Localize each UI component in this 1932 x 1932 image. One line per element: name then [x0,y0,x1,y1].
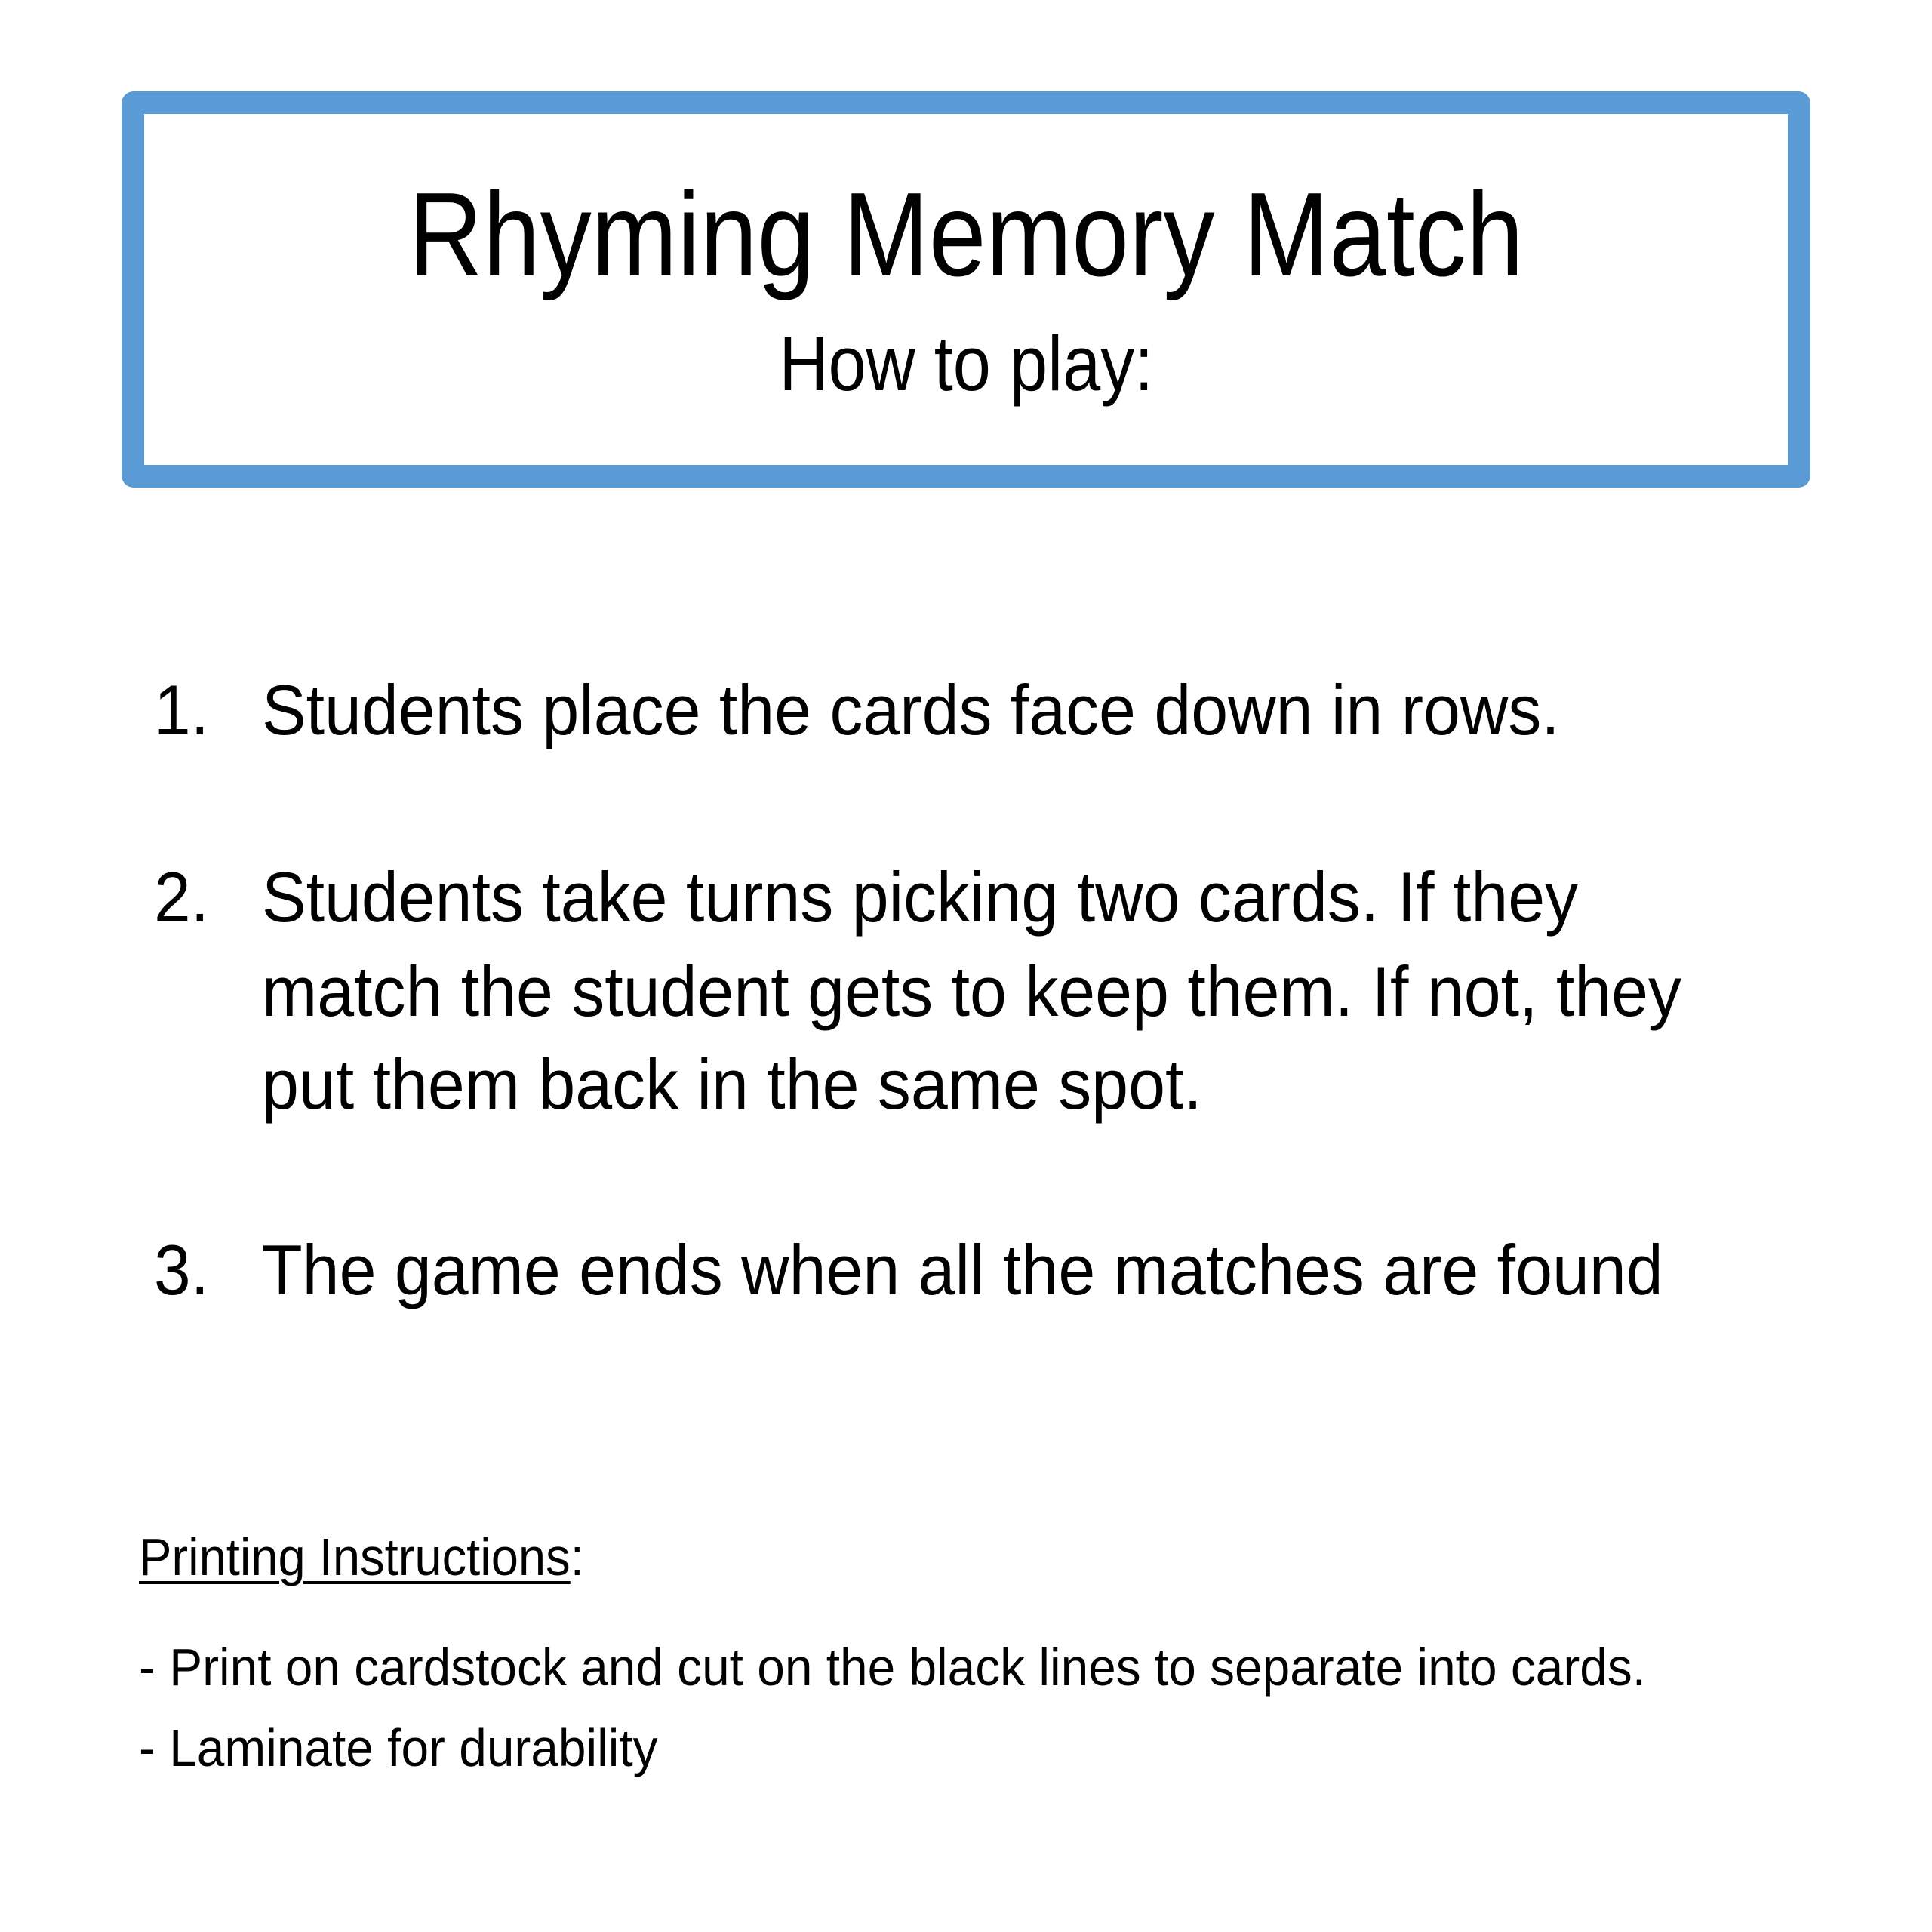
printing-heading-colon: : [570,1527,584,1586]
step-text: match the student gets to keep them. If not, they [262,952,1681,1031]
step-number: 2. [154,857,209,937]
step-text: Students take turns picking two cards. If they [262,857,1579,937]
step-number: 1. [154,670,209,749]
page-subtitle: How to play: [779,320,1153,407]
printing-item: - Print on cardstock and cut on the black lines to separate into cards. [139,1638,1647,1697]
step-text: The game ends when all the matches are found [262,1230,1663,1309]
printing-heading-label: Printing Instructions [139,1527,571,1586]
step-number: 3. [154,1230,209,1309]
printing-item: - Laminate for durability [139,1718,658,1777]
page-title-row [0,168,1932,301]
page-title: Rhyming Memory Match [408,168,1524,301]
page-subtitle-row [0,320,1932,407]
step-text: put them back in the same spot. [262,1044,1202,1124]
printing-heading [139,1527,584,1586]
step-text: Students place the cards face down in rows. [262,670,1560,749]
